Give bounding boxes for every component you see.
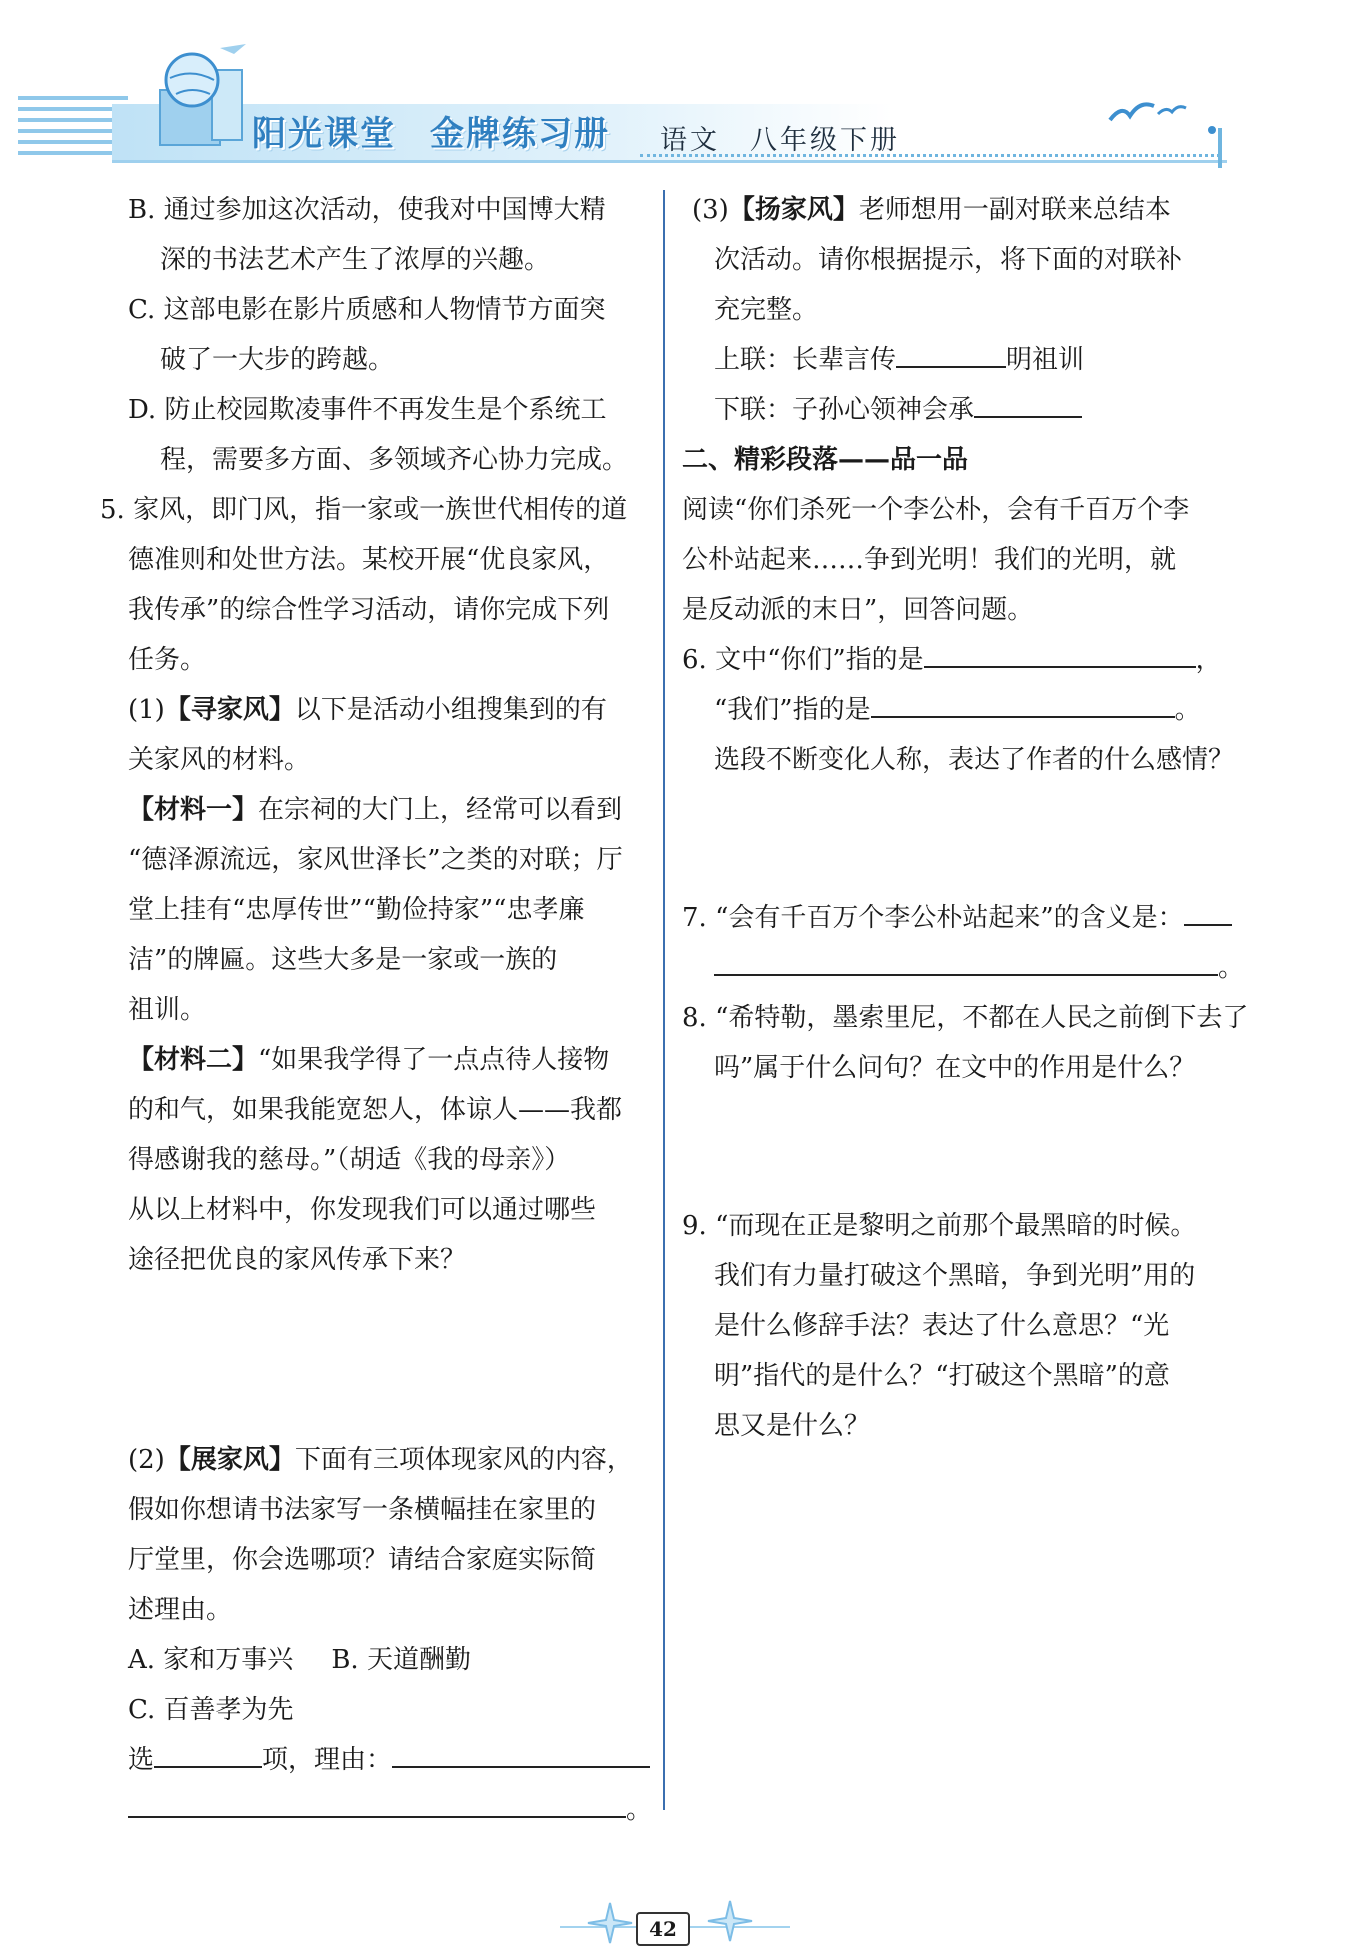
choice-ab-line (128, 1635, 648, 1685)
page-number: 42 (636, 1912, 690, 1946)
q6-text2: “我们”指的是 (714, 695, 871, 725)
page-header (0, 0, 1350, 180)
part3-tag: 【扬家风】 (728, 195, 859, 225)
part3-line2: 次活动。请你根据提示，将下面的对联补 (714, 245, 1183, 275)
star-left-icon (580, 1898, 640, 1948)
reason-end: 。 (626, 1795, 653, 1825)
q9-line4: 明”指代的是什么？“打破这个黑暗”的意 (714, 1361, 1170, 1391)
choose-reason-label: 项，理由： (262, 1745, 393, 1775)
part2-line4: 述理由。 (128, 1595, 233, 1625)
material1-line3: 堂上挂有“忠厚传世”“勤俭持家”“忠孝廉 (128, 895, 585, 925)
subject: 语文 (660, 125, 720, 156)
material1-line2: “德泽源流远，家风世泽长”之类的对联；厅 (128, 845, 623, 875)
part2-text: 下面有三项体现家风的内容， (294, 1445, 633, 1475)
q7-blank2[interactable] (714, 944, 1218, 976)
read-line2: 公朴站起来……争到光明！我们的光明，就 (682, 545, 1177, 575)
material2-line1 (128, 1035, 648, 1085)
q5-line2: 德准则和处世方法。某校开展“优良家风， (128, 545, 610, 575)
q7-blank1[interactable] (1184, 894, 1232, 926)
option-c-line1: C. 这部电影在影片质感和人物情节方面突 (128, 295, 606, 325)
ask1-line1: 从以上材料中，你发现我们可以通过哪些 (128, 1195, 597, 1225)
reason-blank-2[interactable] (128, 1786, 626, 1818)
part2-line1 (128, 1435, 648, 1485)
material1-text: 在宗祠的大门上，经常可以看到 (258, 795, 623, 825)
part2-line2: 假如你想请书法家写一条横幅挂在家里的 (128, 1495, 597, 1525)
q7-text: 7. “会有千百万个李公朴站起来”的含义是： (682, 903, 1184, 933)
choice-blank[interactable] (154, 1736, 262, 1768)
q5-line4: 任务。 (128, 645, 207, 675)
answer-space-1[interactable] (128, 1285, 648, 1435)
subject-label (660, 118, 930, 157)
q6-line3: 选段不断变化人称，表达了作者的什么感情？ (714, 745, 1235, 775)
part1-text: 以下是活动小组搜集到的有 (294, 695, 607, 725)
answer-space-8[interactable] (682, 1093, 1227, 1201)
q9-line2: 我们有力量打破这个黑暗，争到光明”用的 (714, 1261, 1196, 1291)
material2-line3: 得感谢我的慈母。”（胡适《我的母亲》） (128, 1145, 571, 1175)
birds-icon (1100, 90, 1220, 140)
couplet-upper-pre: 上联：长辈言传 (714, 345, 897, 375)
couplet-upper-post: 明祖训 (1006, 345, 1085, 375)
read-line1: 阅读“你们杀死一个李公朴，会有千百万个李 (682, 495, 1190, 525)
column-divider (663, 190, 665, 1810)
couplet-lower (682, 385, 1227, 435)
q6-end1: ， (1195, 645, 1222, 675)
part3-line3: 充完整。 (714, 295, 819, 325)
part3-num: (3) (692, 195, 729, 225)
q9-line1: 9. “而现在正是黎明之前那个最黑暗的时候。 (682, 1211, 1197, 1241)
option-b-line2: 深的书法艺术产生了浓厚的兴趣。 (160, 245, 551, 275)
q6-text1: 6. 文中“你们”指的是 (682, 645, 924, 675)
material2-line2: 的和气，如果我能宽恕人，体谅人——我都 (128, 1095, 623, 1125)
part1-line2: 关家风的材料。 (128, 745, 311, 775)
series-subname: 金牌练习册 (430, 114, 610, 154)
material2-tag: 【材料二】 (128, 1045, 259, 1075)
q6-line1 (682, 635, 1227, 685)
choice-b: B. 天道酬勤 (331, 1645, 471, 1675)
couplet-lower-pre: 下联：子孙心领神会承 (714, 395, 975, 425)
choice-c: C. 百善孝为先 (128, 1695, 294, 1725)
part2-line3: 厅堂里，你会选哪项？请结合家庭实际简 (128, 1545, 597, 1575)
star-right-icon (700, 1896, 760, 1946)
material1-line5: 祖训。 (128, 995, 207, 1025)
section-2-heading: 二、精彩段落——品一品 (682, 445, 969, 475)
choose-prefix: 选 (128, 1745, 155, 1775)
option-d-line1: D. 防止校园欺凌事件不再发生是个系统工 (128, 395, 607, 425)
q8-line1: 8. “希特勒，墨索里尼，不都在人民之前倒下去了 (682, 1003, 1249, 1033)
q6-blank2[interactable] (871, 686, 1175, 718)
part1-tag: 【寻家风】 (164, 695, 295, 725)
part3-line1 (682, 185, 1227, 235)
series-name: 阳光课堂 (252, 114, 396, 154)
part2-num: (2) (128, 1445, 165, 1475)
option-b-line1: B. 通过参加这次活动，使我对中国博大精 (128, 195, 606, 225)
part1-line1 (128, 685, 648, 735)
choose-line (128, 1735, 648, 1785)
option-c-line2: 破了一大步的跨越。 (160, 345, 395, 375)
left-column (100, 185, 653, 1835)
q6-line2 (682, 685, 1227, 735)
material2-text: “如果我学得了一点点待人接物 (258, 1045, 610, 1075)
q6-blank1[interactable] (924, 636, 1196, 668)
q5-line1: 5. 家风，即门风，指一家或一族世代相传的道 (100, 495, 628, 525)
q9-line3: 是什么修辞手法？表达了什么意思？“光 (714, 1311, 1170, 1341)
q6-end2: 。 (1174, 695, 1201, 725)
series-title (252, 106, 644, 155)
option-d-line2: 程，需要多方面、多领域齐心协力完成。 (160, 445, 629, 475)
material1-line1 (128, 785, 648, 835)
q9-line5: 思又是什么？ (714, 1411, 871, 1441)
couplet-upper (682, 335, 1227, 385)
q7-line1 (682, 893, 1227, 943)
answer-space-6[interactable] (682, 785, 1227, 893)
part2-tag: 【展家风】 (164, 1445, 295, 1475)
choice-a: A. 家和万事兴 (128, 1645, 294, 1675)
ask1-line2: 途径把优良的家风传承下来？ (128, 1245, 467, 1275)
couplet-upper-blank[interactable] (896, 336, 1006, 368)
globe-logo-icon (150, 40, 250, 150)
reason-blank[interactable] (392, 1736, 650, 1768)
couplet-lower-blank[interactable] (974, 386, 1082, 418)
reason-line2 (128, 1785, 653, 1835)
q7-end: 。 (1218, 953, 1245, 983)
read-line3: 是反动派的末日”，回答问题。 (682, 595, 1034, 625)
part3-text: 老师想用一副对联来总结本 (858, 195, 1171, 225)
q8-line2: 吗”属于什么问句？在文中的作用是什么？ (714, 1053, 1196, 1083)
material1-tag: 【材料一】 (128, 795, 259, 825)
q5-line3: 我传承”的综合性学习活动，请你完成下列 (128, 595, 610, 625)
right-column (682, 185, 1249, 1451)
grade: 八年级下册 (750, 125, 900, 156)
q7-line2 (682, 943, 1245, 993)
material1-line4: 洁”的牌匾。这些大多是一家或一族的 (128, 945, 558, 975)
part1-num: (1) (128, 695, 165, 725)
